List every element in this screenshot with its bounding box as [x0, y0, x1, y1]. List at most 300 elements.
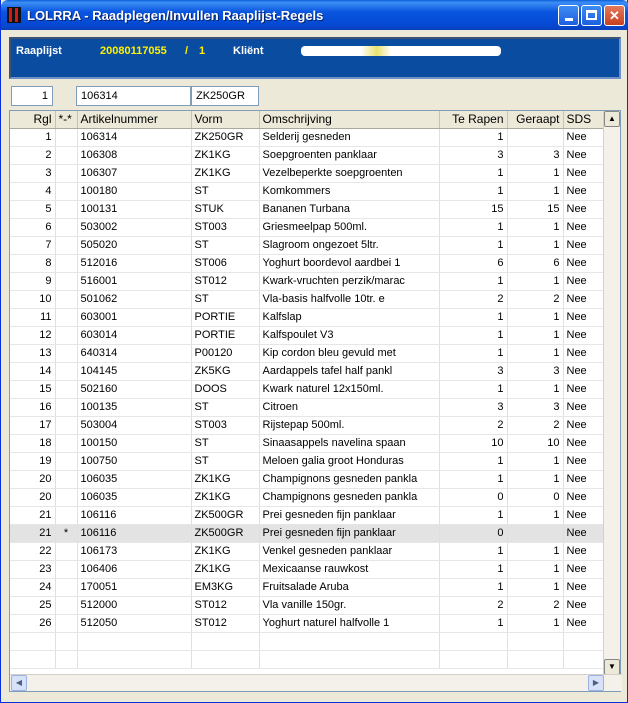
column-header-sds[interactable]: SDS — [563, 111, 604, 128]
column-header-artikelnummer[interactable]: Artikelnummer — [77, 111, 191, 128]
empty-cell — [10, 650, 55, 668]
table-cell[interactable] — [55, 272, 77, 290]
table-cell[interactable]: 502160 — [77, 380, 191, 398]
table-cell[interactable]: Nee — [563, 542, 604, 560]
table-cell[interactable]: Rijstepap 500ml. — [259, 416, 439, 434]
table-cell[interactable]: 11 — [10, 308, 55, 326]
table-cell[interactable]: Nee — [563, 236, 604, 254]
empty-cell — [507, 650, 563, 668]
table-cell[interactable]: 10 — [439, 434, 507, 452]
table-row[interactable] — [10, 416, 604, 434]
window-title: LOLRRA - Raadplegen/Invullen Raaplijst-Regels — [27, 8, 324, 23]
maximize-button[interactable] — [581, 5, 602, 26]
table-cell[interactable]: 9 — [10, 272, 55, 290]
table-cell[interactable]: 106308 — [77, 146, 191, 164]
table-cell[interactable]: 1 — [439, 560, 507, 578]
table-cell[interactable]: Nee — [563, 506, 604, 524]
table-cell[interactable]: 100131 — [77, 200, 191, 218]
raaplijst-separator: / — [185, 45, 189, 57]
table-cell[interactable]: 0 — [439, 524, 507, 542]
table-cell[interactable] — [55, 596, 77, 614]
table-cell[interactable]: Nee — [563, 272, 604, 290]
table-cell[interactable]: EM3KG — [191, 578, 259, 596]
table-row[interactable] — [10, 470, 604, 488]
table-row[interactable] — [10, 452, 604, 470]
table-cell[interactable]: 3 — [507, 398, 563, 416]
vorm-field[interactable]: ZK250GR — [191, 86, 259, 106]
column-header-geraapt[interactable]: Geraapt — [507, 111, 563, 128]
table-cell[interactable] — [55, 146, 77, 164]
table-cell[interactable]: 1 — [439, 164, 507, 182]
table-cell[interactable]: 1 — [439, 380, 507, 398]
table-cell[interactable] — [507, 524, 563, 542]
table-cell[interactable]: 516001 — [77, 272, 191, 290]
table-cell[interactable]: 106406 — [77, 560, 191, 578]
table-cell[interactable]: Yoghurt naturel halfvolle 1 — [259, 614, 439, 632]
empty-cell — [563, 632, 604, 650]
scroll-left-button[interactable]: ◀ — [11, 675, 27, 691]
table-cell[interactable]: Nee — [563, 326, 604, 344]
table-cell[interactable]: 170051 — [77, 578, 191, 596]
table-cell[interactable] — [55, 488, 77, 506]
table-cell[interactable]: Griesmeelpap 500ml. — [259, 218, 439, 236]
table-cell[interactable]: Nee — [563, 380, 604, 398]
table-cell[interactable]: ZK1KG — [191, 470, 259, 488]
table-cell[interactable]: 8 — [10, 254, 55, 272]
table-cell[interactable]: 501062 — [77, 290, 191, 308]
table-cell[interactable]: 2 — [439, 596, 507, 614]
table-cell[interactable]: 1 — [439, 128, 507, 146]
table-cell[interactable]: 106173 — [77, 542, 191, 560]
table-cell[interactable]: Nee — [563, 452, 604, 470]
table-cell[interactable] — [55, 560, 77, 578]
table-cell[interactable]: 14 — [10, 362, 55, 380]
scroll-right-button[interactable]: ▶ — [588, 675, 604, 691]
table-cell[interactable]: ZK500GR — [191, 524, 259, 542]
table-cell[interactable]: ST012 — [191, 272, 259, 290]
table-row[interactable] — [10, 218, 604, 236]
table-cell[interactable]: 1 — [507, 578, 563, 596]
table-cell[interactable]: 1 — [439, 326, 507, 344]
table-cell[interactable]: 17 — [10, 416, 55, 434]
table-row[interactable] — [10, 488, 604, 506]
table-cell[interactable]: ST — [191, 434, 259, 452]
table-cell[interactable]: 640314 — [77, 344, 191, 362]
table-cell[interactable]: 1 — [507, 560, 563, 578]
table-cell[interactable]: Nee — [563, 470, 604, 488]
table-cell[interactable] — [55, 380, 77, 398]
table-cell[interactable]: Bananen Turbana — [259, 200, 439, 218]
table-cell[interactable]: 10 — [507, 434, 563, 452]
table-row[interactable] — [10, 128, 604, 146]
table-cell[interactable]: 512000 — [77, 596, 191, 614]
table-cell[interactable]: Nee — [563, 560, 604, 578]
table-row[interactable] — [10, 200, 604, 218]
table-row[interactable] — [10, 236, 604, 254]
table-cell[interactable]: 6 — [10, 218, 55, 236]
table-cell[interactable]: 1 — [507, 344, 563, 362]
table-cell[interactable]: Vla-basis halfvolle 10tr. e — [259, 290, 439, 308]
table-cell[interactable]: 26 — [10, 614, 55, 632]
table-row[interactable] — [10, 434, 604, 452]
table-cell[interactable]: 100180 — [77, 182, 191, 200]
table-cell[interactable]: 3 — [507, 146, 563, 164]
table-cell[interactable]: Prei gesneden fijn panklaar — [259, 506, 439, 524]
table-cell[interactable] — [55, 326, 77, 344]
empty-cell — [439, 632, 507, 650]
table-cell[interactable]: 1 — [439, 272, 507, 290]
table-cell[interactable]: Nee — [563, 146, 604, 164]
table-cell[interactable]: 100135 — [77, 398, 191, 416]
table-cell[interactable]: 20 — [10, 488, 55, 506]
table-cell[interactable]: Nee — [563, 254, 604, 272]
table-cell[interactable]: 20 — [10, 470, 55, 488]
table-cell[interactable]: Nee — [563, 128, 604, 146]
table-cell[interactable] — [55, 344, 77, 362]
table-cell[interactable]: 7 — [10, 236, 55, 254]
table-cell[interactable]: 13 — [10, 344, 55, 362]
table-cell[interactable] — [55, 128, 77, 146]
table-cell[interactable]: Nee — [563, 488, 604, 506]
table-cell[interactable]: STUK — [191, 200, 259, 218]
empty-cell — [191, 632, 259, 650]
title-bar[interactable] — [1, 0, 628, 30]
table-cell[interactable]: Vezelbeperkte soepgroenten — [259, 164, 439, 182]
table-cell[interactable]: Champignons gesneden pankla — [259, 488, 439, 506]
table-cell[interactable] — [55, 452, 77, 470]
table-cell[interactable]: 1 — [439, 182, 507, 200]
table-cell[interactable]: ST006 — [191, 254, 259, 272]
table-cell[interactable] — [55, 200, 77, 218]
table-cell[interactable]: 1 — [439, 218, 507, 236]
table-cell[interactable]: Fruitsalade Aruba — [259, 578, 439, 596]
table-cell[interactable]: 4 — [10, 182, 55, 200]
table-cell[interactable]: 0 — [439, 488, 507, 506]
table-cell[interactable]: 3 — [439, 362, 507, 380]
table-cell[interactable]: 1 — [10, 128, 55, 146]
table-cell[interactable]: Yoghurt boordevol aardbei 1 — [259, 254, 439, 272]
table-cell[interactable]: PORTIE — [191, 308, 259, 326]
table-row[interactable] — [10, 362, 604, 380]
table-cell[interactable]: 16 — [10, 398, 55, 416]
table-cell[interactable]: 505020 — [77, 236, 191, 254]
table-row[interactable] — [10, 326, 604, 344]
table-cell[interactable]: 23 — [10, 560, 55, 578]
table-cell[interactable]: Meloen galia groot Honduras — [259, 452, 439, 470]
table-row[interactable] — [10, 398, 604, 416]
table-cell[interactable]: 106314 — [77, 128, 191, 146]
table-cell[interactable]: 19 — [10, 452, 55, 470]
table-cell[interactable] — [55, 614, 77, 632]
table-cell[interactable]: 503002 — [77, 218, 191, 236]
empty-cell — [439, 650, 507, 668]
table-cell[interactable]: Slagroom ongezoet 5ltr. — [259, 236, 439, 254]
table-cell[interactable]: 1 — [507, 506, 563, 524]
column-header-omschrijving[interactable]: Omschrijving — [259, 111, 439, 128]
table-cell[interactable]: ST — [191, 182, 259, 200]
table-cell[interactable]: Citroen — [259, 398, 439, 416]
table-cell[interactable]: ZK1KG — [191, 488, 259, 506]
raaplijst-grid[interactable] — [9, 110, 621, 692]
table-cell[interactable] — [55, 290, 77, 308]
table-cell[interactable]: 24 — [10, 578, 55, 596]
table-cell[interactable]: ZK5KG — [191, 362, 259, 380]
table-cell[interactable]: Soepgroenten panklaar — [259, 146, 439, 164]
table-cell[interactable]: Nee — [563, 308, 604, 326]
table-cell[interactable]: 2 — [507, 416, 563, 434]
table-cell[interactable]: 1 — [439, 578, 507, 596]
table-cell[interactable]: 1 — [507, 470, 563, 488]
empty-cell — [259, 632, 439, 650]
table-cell[interactable]: Nee — [563, 434, 604, 452]
table-cell[interactable]: 1 — [507, 542, 563, 560]
table-cell[interactable]: 100150 — [77, 434, 191, 452]
table-row[interactable] — [10, 614, 604, 632]
table-cell[interactable]: ZK1KG — [191, 560, 259, 578]
close-button[interactable] — [604, 5, 625, 26]
table-cell[interactable]: 25 — [10, 596, 55, 614]
table-cell[interactable]: 1 — [507, 380, 563, 398]
app-icon[interactable] — [7, 7, 21, 23]
table-cell[interactable]: Sinaasappels navelina spaan — [259, 434, 439, 452]
table-cell[interactable]: PORTIE — [191, 326, 259, 344]
table-cell[interactable]: ZK1KG — [191, 146, 259, 164]
table-row[interactable] — [10, 308, 604, 326]
table-cell[interactable]: Nee — [563, 614, 604, 632]
table-cell[interactable]: Nee — [563, 290, 604, 308]
table-cell[interactable]: 6 — [507, 254, 563, 272]
scroll-up-button[interactable]: ▲ — [604, 111, 620, 127]
scroll-down-button[interactable]: ▼ — [604, 659, 620, 675]
minimize-icon — [565, 18, 573, 21]
table-cell[interactable]: 2 — [507, 596, 563, 614]
table-row[interactable] — [10, 578, 604, 596]
table-cell[interactable]: Nee — [563, 596, 604, 614]
table-cell[interactable]: 2 — [507, 290, 563, 308]
grid-body — [10, 128, 604, 668]
column-header-rgl[interactable]: Rgl — [10, 111, 55, 128]
empty-cell — [77, 650, 191, 668]
table-cell[interactable]: Prei gesneden fijn panklaar — [259, 524, 439, 542]
table-cell[interactable]: 22 — [10, 542, 55, 560]
table-cell[interactable]: 1 — [507, 308, 563, 326]
table-cell[interactable] — [55, 362, 77, 380]
table-cell[interactable]: Nee — [563, 344, 604, 362]
column-header-marker[interactable]: *-* — [55, 111, 77, 128]
klient-name-redacted — [301, 46, 501, 56]
table-cell[interactable]: Aardappels tafel half pankl — [259, 362, 439, 380]
article-number-field[interactable]: 106314 — [76, 86, 191, 106]
table-cell[interactable] — [55, 398, 77, 416]
table-cell[interactable] — [55, 236, 77, 254]
table-cell[interactable]: 1 — [439, 344, 507, 362]
table-row[interactable] — [10, 524, 604, 542]
column-header-te-rapen[interactable]: Te Rapen — [439, 111, 507, 128]
table-cell[interactable]: 104145 — [77, 362, 191, 380]
table-cell[interactable] — [55, 164, 77, 182]
table-row[interactable] — [10, 596, 604, 614]
table-row[interactable] — [10, 506, 604, 524]
table-cell[interactable]: Nee — [563, 398, 604, 416]
table-cell[interactable]: 15 — [10, 380, 55, 398]
table-row[interactable] — [10, 272, 604, 290]
table-cell[interactable]: Venkel gesneden panklaar — [259, 542, 439, 560]
table-cell[interactable]: Nee — [563, 164, 604, 182]
table-cell[interactable]: 106116 — [77, 506, 191, 524]
table-cell[interactable]: 1 — [507, 182, 563, 200]
empty-cell — [507, 632, 563, 650]
table-cell[interactable]: ST012 — [191, 596, 259, 614]
row-number-field[interactable]: 1 — [11, 86, 53, 106]
table-cell[interactable]: ST003 — [191, 218, 259, 236]
table-cell[interactable] — [55, 254, 77, 272]
table-cell[interactable] — [55, 506, 77, 524]
table-cell[interactable]: 3 — [439, 398, 507, 416]
table-cell[interactable]: 15 — [507, 200, 563, 218]
table-cell[interactable] — [55, 434, 77, 452]
table-cell[interactable]: 18 — [10, 434, 55, 452]
table-row[interactable] — [10, 254, 604, 272]
table-row[interactable] — [10, 380, 604, 398]
table-row[interactable] — [10, 560, 604, 578]
table-cell[interactable]: ZK1KG — [191, 164, 259, 182]
table-cell[interactable]: Kalfspoulet V3 — [259, 326, 439, 344]
table-cell[interactable]: 1 — [439, 308, 507, 326]
table-cell[interactable]: Kip cordon bleu gevuld met — [259, 344, 439, 362]
close-icon: ✕ — [609, 8, 620, 23]
table-cell[interactable]: 1 — [507, 272, 563, 290]
table-cell[interactable]: Vla vanille 150gr. — [259, 596, 439, 614]
table-cell[interactable]: Champignons gesneden pankla — [259, 470, 439, 488]
table-cell[interactable]: Nee — [563, 182, 604, 200]
table-cell[interactable]: 1 — [439, 470, 507, 488]
table-cell[interactable] — [507, 128, 563, 146]
table-cell[interactable]: Selderij gesneden — [259, 128, 439, 146]
column-header-vorm[interactable]: Vorm — [191, 111, 259, 128]
table-cell[interactable]: 15 — [439, 200, 507, 218]
table-cell[interactable]: 3 — [10, 164, 55, 182]
table-cell[interactable] — [55, 308, 77, 326]
table-cell[interactable]: 503004 — [77, 416, 191, 434]
table-cell[interactable]: 603001 — [77, 308, 191, 326]
table-cell[interactable] — [55, 578, 77, 596]
vertical-scrollbar[interactable] — [603, 111, 620, 675]
raaplijst-table — [10, 111, 605, 669]
table-cell[interactable]: 106116 — [77, 524, 191, 542]
table-cell[interactable]: 1 — [439, 614, 507, 632]
table-cell[interactable]: 6 — [439, 254, 507, 272]
table-cell[interactable] — [55, 416, 77, 434]
table-cell[interactable]: ZK1KG — [191, 542, 259, 560]
table-cell[interactable] — [55, 542, 77, 560]
table-cell[interactable]: 512016 — [77, 254, 191, 272]
table-cell[interactable]: 1 — [507, 218, 563, 236]
table-cell[interactable]: 106035 — [77, 470, 191, 488]
table-cell[interactable]: Kalfslap — [259, 308, 439, 326]
table-cell[interactable]: 21 — [10, 506, 55, 524]
table-cell[interactable]: ST — [191, 398, 259, 416]
table-cell[interactable]: 3 — [507, 362, 563, 380]
table-row[interactable] — [10, 290, 604, 308]
empty-row — [10, 650, 604, 668]
table-cell[interactable]: 3 — [439, 146, 507, 164]
table-cell[interactable]: Nee — [563, 524, 604, 542]
table-cell[interactable]: ZK500GR — [191, 506, 259, 524]
table-cell[interactable]: 1 — [507, 164, 563, 182]
table-cell[interactable]: DOOS — [191, 380, 259, 398]
table-cell[interactable]: 1 — [507, 326, 563, 344]
empty-cell — [55, 650, 77, 668]
table-row[interactable] — [10, 542, 604, 560]
table-cell[interactable]: ST003 — [191, 416, 259, 434]
table-cell[interactable]: 1 — [439, 236, 507, 254]
table-row[interactable] — [10, 344, 604, 362]
table-row[interactable] — [10, 182, 604, 200]
table-cell[interactable] — [55, 470, 77, 488]
table-cell[interactable]: 1 — [439, 506, 507, 524]
table-cell[interactable]: 512050 — [77, 614, 191, 632]
table-cell[interactable]: 1 — [439, 452, 507, 470]
empty-cell — [77, 632, 191, 650]
table-cell[interactable]: Nee — [563, 578, 604, 596]
table-cell[interactable]: 12 — [10, 326, 55, 344]
table-cell[interactable]: 1 — [507, 614, 563, 632]
table-cell[interactable]: Mexicaanse rauwkost — [259, 560, 439, 578]
table-row[interactable] — [10, 146, 604, 164]
table-cell[interactable]: ZK250GR — [191, 128, 259, 146]
table-cell[interactable]: 2 — [439, 290, 507, 308]
table-cell[interactable] — [55, 218, 77, 236]
table-cell[interactable]: Nee — [563, 362, 604, 380]
empty-cell — [191, 650, 259, 668]
raaplijst-number: 1 — [199, 45, 206, 57]
table-cell[interactable]: 0 — [507, 488, 563, 506]
table-cell[interactable]: Komkommers — [259, 182, 439, 200]
empty-row — [10, 632, 604, 650]
table-cell[interactable]: Nee — [563, 200, 604, 218]
table-cell[interactable]: 2 — [10, 146, 55, 164]
table-cell[interactable]: 1 — [507, 452, 563, 470]
table-row[interactable] — [10, 164, 604, 182]
table-cell[interactable]: Kwark-vruchten perzik/marac — [259, 272, 439, 290]
table-cell[interactable]: P00120 — [191, 344, 259, 362]
table-cell[interactable]: 106035 — [77, 488, 191, 506]
table-cell[interactable]: 10 — [10, 290, 55, 308]
table-cell[interactable]: * — [55, 524, 77, 542]
table-cell[interactable]: 21 — [10, 524, 55, 542]
table-cell[interactable]: Nee — [563, 416, 604, 434]
table-cell[interactable]: 2 — [439, 416, 507, 434]
table-cell[interactable] — [55, 182, 77, 200]
table-cell[interactable]: ST012 — [191, 614, 259, 632]
table-cell[interactable]: 603014 — [77, 326, 191, 344]
table-cell[interactable]: ST — [191, 236, 259, 254]
klient-label: Kliënt — [233, 45, 264, 57]
horizontal-scrollbar[interactable] — [10, 674, 622, 691]
table-cell[interactable]: Nee — [563, 218, 604, 236]
empty-cell — [10, 632, 55, 650]
table-cell[interactable]: 1 — [439, 542, 507, 560]
table-cell[interactable]: ST — [191, 290, 259, 308]
raaplijst-info-panel — [9, 37, 621, 79]
minimize-button[interactable] — [558, 5, 579, 26]
table-cell[interactable]: 106307 — [77, 164, 191, 182]
table-cell[interactable]: 100750 — [77, 452, 191, 470]
table-cell[interactable]: Kwark naturel 12x150ml. — [259, 380, 439, 398]
table-cell[interactable]: 5 — [10, 200, 55, 218]
table-cell[interactable]: ST — [191, 452, 259, 470]
table-cell[interactable]: 1 — [507, 236, 563, 254]
